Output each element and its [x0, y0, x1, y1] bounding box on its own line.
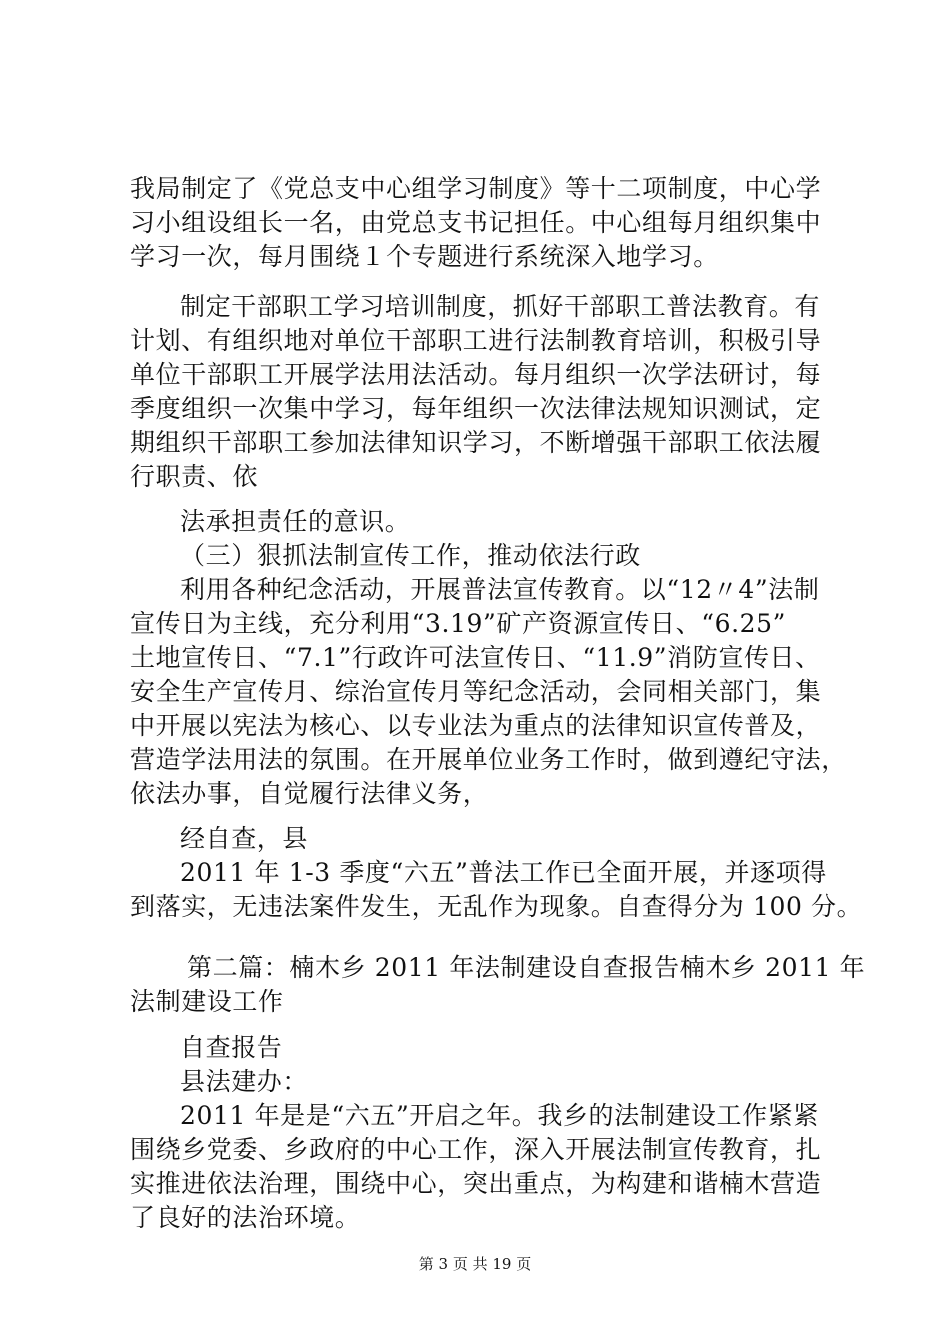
- body-line: 自查报告: [180, 1033, 283, 1062]
- body-line: 单位干部职工开展学法用法活动。每月组织一次学法研讨，每: [130, 360, 822, 389]
- body-line: 县法建办：: [180, 1067, 309, 1096]
- body-line: 安全生产宣传月、综治宣传月等纪念活动，会同相关部门，集: [130, 677, 822, 706]
- body-line: 制定干部职工学习培训制度，抓好干部职工普法教育。有: [180, 292, 821, 321]
- body-line: 我局制定了《党总支中心组学习制度》等十二项制度，中心学: [130, 174, 822, 203]
- body-line: 利用各种纪念活动，开展普法宣传教育。以“12〃4”法制: [180, 575, 820, 604]
- body-line: 围绕乡党委、乡政府的中心工作，深入开展法制宣传教育，扎: [130, 1135, 822, 1164]
- body-line: 法承担责任的意识。: [180, 507, 411, 536]
- body-line: 计划、有组织地对单位干部职工进行法制教育培训，积极引导: [130, 326, 822, 355]
- page-footer: 第 3 页 共 19 页: [418, 1255, 532, 1273]
- body-line: 2011 年是是“六五”开启之年。我乡的法制建设工作紧紧: [180, 1101, 819, 1130]
- body-line: 经自查，县: [180, 824, 309, 853]
- body-line: 营造学法用法的氛围。在开展单位业务工作时，做到遵纪守法，: [130, 745, 847, 774]
- body-line: 行职责、依: [130, 462, 259, 491]
- body-line: 依法办事，自觉履行法律义务，: [130, 779, 489, 808]
- body-line: 期组织干部职工参加法律知识学习，不断增强干部职工依法履: [130, 428, 822, 457]
- body-line: 季度组织一次集中学习，每年组织一次法律法规知识测试，定: [130, 394, 822, 423]
- body-line: 习小组设组长一名，由党总支书记担任。中心组每月组织集中: [130, 208, 822, 237]
- article-title: 法制建设工作: [130, 987, 284, 1016]
- body-line: 到落实，无违法案件发生，无乱作为现象。自查得分为 100 分。: [130, 892, 863, 921]
- body-line: 土地宣传日、“7.1”行政许可法宣传日、“11.9”消防宣传日、: [130, 643, 821, 672]
- body-line: 了良好的法治环境。: [130, 1203, 361, 1232]
- body-line: 2011 年 1-3 季度“六五”普法工作已全面开展，并逐项得: [180, 858, 827, 887]
- body-line: 中开展以宪法为核心、以专业法为重点的法律知识宣传普及，: [130, 711, 822, 740]
- body-line: 宣传日为主线，充分利用“3.19”矿产资源宣传日、“6.25”: [130, 609, 787, 638]
- article-title: 第二篇：楠木乡 2011 年法制建设自查报告楠木乡 2011 年: [187, 953, 866, 982]
- body-line: 学习一次，每月围绕１个专题进行系统深入地学习。: [130, 242, 719, 271]
- section-heading: （三）狠抓法制宣传工作，推动依法行政: [180, 541, 641, 570]
- body-line: 实推进依法治理，围绕中心，突出重点，为构建和谐楠木营造: [130, 1169, 822, 1198]
